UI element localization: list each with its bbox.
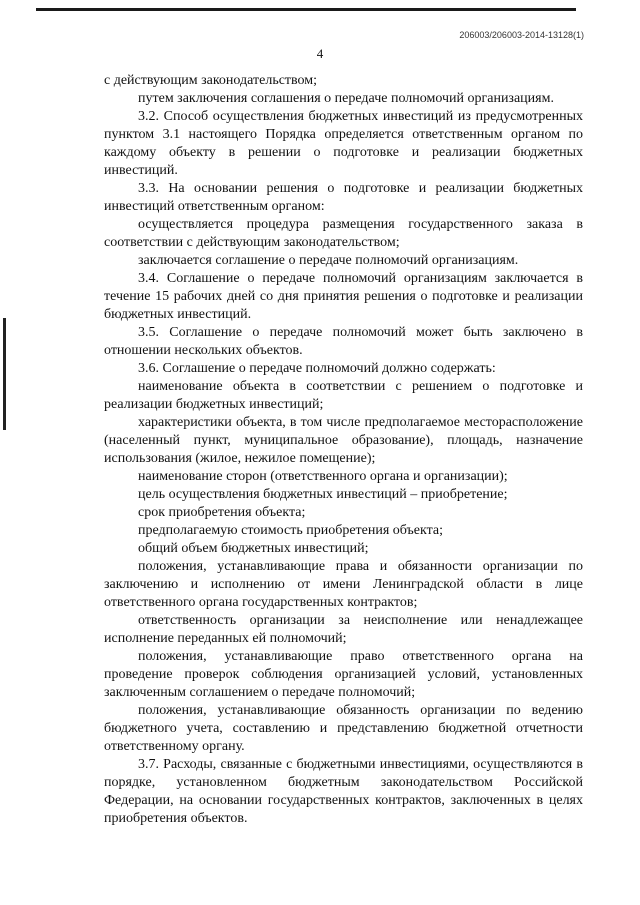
paragraph: положения, устанавливающие право ответственного органа на проведение проверок соблюдения организацией условий, установленных заключенным соглашением о передаче полномочий;	[104, 649, 583, 700]
paragraph: положения, устанавливающие обязанность организации по ведению бюджетного учета, составлению и представлению бюджетной отчетности ответственному органу.	[104, 703, 583, 754]
paragraph: характеристики объекта, в том числе предполагаемое месторасположение (населенный пункт, муниципальное образование), площадь, назначение использования (жилое, нежилое помещение);	[104, 415, 583, 466]
paragraph: с действующим законодательством;	[104, 73, 318, 88]
scan-top-border	[36, 8, 576, 11]
paragraph: 3.5. Соглашение о передаче полномочий может быть заключено в отношении нескольких объектов.	[104, 325, 583, 358]
paragraph: 3.7. Расходы, связанные с бюджетными инвестициями, осуществляются в порядке, установленном бюджетным законодательством Российской Федерации, на основании государственных контрактов, заключенных в целях приобретения объектов.	[104, 757, 583, 826]
paragraph: заключается соглашение о передаче полномочий организациям.	[138, 253, 519, 268]
paragraph: ответственность организации за неисполнение или ненадлежащее исполнение переданных ей полномочий;	[104, 613, 583, 646]
page-number: 4	[316, 46, 324, 61]
scan-margin-mark	[3, 318, 6, 430]
document-id: 206003/206003-2014-13128(1)	[459, 30, 584, 40]
paragraph: 3.2. Способ осуществления бюджетных инвестиций из предусмотренных пунктом 3.1 настоящего Порядка определяется ответственным органом по каждому объекту в решении о подготовке и реализации бюджетных инвестиций.	[104, 109, 583, 178]
paragraph: срок приобретения объекта;	[138, 505, 306, 520]
paragraph: путем заключения соглашения о передаче полномочий организациям.	[138, 91, 554, 106]
paragraph: 3.6. Соглашение о передаче полномочий должно содержать:	[138, 361, 496, 376]
document-body	[104, 72, 583, 828]
paragraph: цель осуществления бюджетных инвестиций – приобретение;	[138, 487, 508, 502]
paragraph: общий объем бюджетных инвестиций;	[138, 541, 369, 556]
paragraph: наименование сторон (ответственного органа и организации);	[138, 469, 508, 484]
paragraph: наименование объекта в соответствии с решением о подготовке и реализации бюджетных инвестиций;	[104, 379, 583, 412]
paragraph: 3.4. Соглашение о передаче полномочий организациям заключается в течение 15 рабочих дней со дня принятия решения о подготовке и реализации бюджетных инвестиций.	[104, 271, 583, 322]
paragraph: положения, устанавливающие права и обязанности организации по заключению и исполнению от имени Ленинградской области в лице ответственного органа государственных контрактов;	[104, 559, 583, 610]
paragraph: предполагаемую стоимость приобретения объекта;	[138, 523, 444, 538]
paragraph: осуществляется процедура размещения государственного заказа в соответствии с действующим законодательством;	[104, 217, 583, 250]
paragraph: 3.3. На основании решения о подготовке и реализации бюджетных инвестиций ответственным органом:	[104, 181, 583, 214]
